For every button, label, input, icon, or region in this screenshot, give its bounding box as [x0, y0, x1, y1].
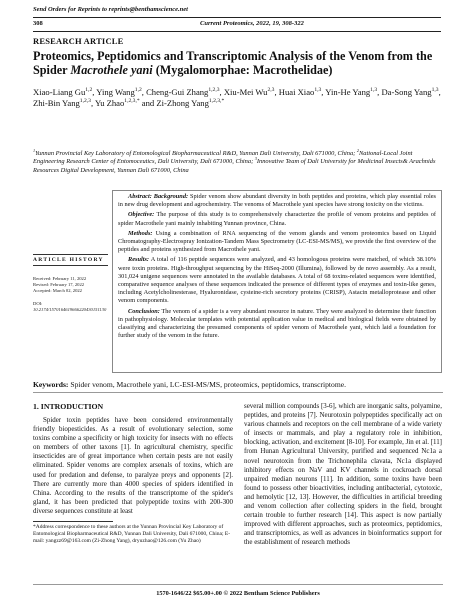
author: Ying Wang$^{1,2}$ [96, 87, 142, 97]
author-list: Xiao-Liang Gu$^{1,2}$, Ying Wang$^{1,2}$, Cheng-Gui Zhang$^{1,2,3}$, Xiu-Mei Wu$^{2,3}$, Huai Xiao$^{1,3}$, Yin-He Yang$^{1,3}$, Da-Song Yang$^{1,3}$, Zhi-Bin Yang$^{1,2,3}$, Yu Zhao$^{1,2,3,*}$ and Zi-Zhong Yang$^{1,2,3,*}$ [33, 87, 441, 108]
keywords [33, 380, 443, 389]
title-part-1: Proteomics, Peptidomics and Transcriptomic Analysis of the Venom from the Spider [33, 49, 433, 77]
abstract-methods: Methods: Using a combination of RNA sequencing of the venom glands and venom proteomics based on Liquid Chromatography-Electrospray Ionization-Tandem Mass Spectrometry (LC-ESI-MS/MS), we provide the first overview of the peptides and proteins synthesized from Macrothele yani. [118, 229, 436, 254]
title-part-2: (Mygalomorphae: Macrothelidae) [152, 63, 333, 77]
section-heading: 1. INTRODUCTION [33, 402, 104, 411]
abstract-conclusion: Conclusion: The venom of a spider is a very abundant resource in nature. They were analyzed to determine their function in pathophysiology. Molecular templates with potential application value in medical and biological fields were obtained by classifying and characterizing the presumed components of spider venom of Macrothele yani, which laid a foundation for further study of the venom in the future. [118, 307, 436, 340]
article-type: RESEARCH ARTICLE [33, 36, 124, 46]
keywords-text: Spider venom, Macrothele yani, LC-ESI-MS/MS, proteomics, peptidomics, transcriptome. [70, 380, 346, 389]
accepted-date: Accepted: March 02, 2022 [33, 288, 82, 294]
doi-link[interactable]: 10.2174/1570164619666220430151130 [33, 306, 107, 312]
affiliations: $^1$Yunnan Provincial Key Laboratory of Entomological Biopharmaceutical R&D, Yunnan Dali University, Dali 671000, China; $^2$National-Local Joint Engineering Research Center of Entomoceutics, Dali University, Dali 671000, China; $^3$Innovative Team of Dali University for Medicinal Insects& Arachnids Resources Digital Development, Yunnan Dali 671000, China [33, 147, 436, 174]
author: Yu Zhao$^{1,2,3,*}$ [94, 98, 140, 108]
doi-label: DOI: [33, 300, 43, 306]
title-species: Macrothele yani [70, 63, 153, 77]
intro-paragraph-left: Spider toxin peptides have been considered environmentally friendly biopesticides. As a result of evolutionary selection, some toxins combine a specificity or high toxicity for insects with no effects on members of other taxons [1]. In agricultural chemistry, specific insecticides are of great importance when certain pests are not easily eliminated. Spider venoms are complex arsenals of toxins, which are used for predation and defense, to paralyze preys and opponents [2]. There are currently more than 4000 species of spiders identified in China. According to the results of the transcriptome of the spider's gland, it has been predicted that polypeptide toxins with 200-300 diverse sequences constitute at least [33, 416, 233, 515]
header-rule-bottom [33, 31, 441, 32]
received-date: Received: February 11, 2022 [33, 276, 87, 281]
header-rule [33, 17, 441, 18]
left-column [33, 402, 233, 545]
author: Huai Xiao$^{1,3}$ [278, 87, 322, 97]
author: Zhi-Bin Yang$^{1,2,3}$ [33, 98, 91, 108]
author: Yin-He Yang$^{1,3}$ [325, 87, 378, 97]
intro-paragraph-right: several million compounds [3-6], which are inorganic salts, polyamine, peptides, and proteins [7]. Neurotoxin polypeptides specifically act on various channels and receptors on the cell membrane of a wide variety of insects or mammals, and play a regulatory role in inhibition, blocking, activation, and excitement [8-10]. For example, Jin et al. [11] from Hunan Agricultural University, purified and sequenced Nc1a a novel neurotoxin from the Trichonephila clavata, Nc1a displayed inhibitory effects on NaV and KV channels in cockroach dorsal unpaired median neurons [11]. In addition, some toxins have been found to possess other bioactivities, including antibacterial, cytotoxic, and hemolytic [12, 13]. However, the difficulties in artificial breeding and venom collection after collecting spiders in the field, brought certain trouble to further research [14]. This aspect is now partially improved with different approaches, such as proteomics, peptidomics, and transcriptomics, as well as advances in bioinformatics support for the establishment of research methods [244, 402, 442, 547]
author: Xiao-Liang Gu$^{1,2}$ [33, 87, 93, 97]
footer-rule [33, 584, 443, 585]
issn-copyright: 1570-1646/22 $65.00+.00 © 2022 Bentham Science Publishers [156, 590, 320, 597]
history-title: ARTICLE HISTORY [33, 254, 108, 266]
abstract-results: Results: A total of 116 peptide sequences were analyzed, and 43 homologous proteins were matched, of which 38.10% were toxin proteins. High-throughput sequencing by the HiSeq-2000 (Illumina), followed by de novo assembly. As a result, 301,024 unigene sequences were annotated in the available databases. A total of 68 toxins-related sequences were identified, comparative sequence analyses of these sequences indicated the presence of different types of enzymes and toxin-like genes, including Acetylcholinesterase, Hyaluronidase, cysteine-rich secretory proteins (CRISP), Astacin metalloprotease and other venom components. [118, 256, 436, 305]
author: Zi-Zhong Yang$^{1,2,3,*}$ [156, 98, 225, 108]
abstract-objective: Objective: The purpose of this study is to comprehensively characterize the profile of venom proteins and peptides of spider Macrothele yani mainly inhabiting Yunnan province, China. [118, 211, 437, 227]
author: Cheng-Gui Zhang$^{1,2,3}$ [146, 87, 220, 97]
correspondence-footnote: *Address correspondence to these authors at the Yunnan Provincial Key Laboratory of Entomological Biopharmaceutical R&D, Yunnan Dali University, Dali 671000, China; E-mail: yangzz69@163.com (Zi-Zhong Yang), dryuzhao@126.com (Yu Zhao) [33, 524, 231, 545]
keywords-rule [33, 392, 443, 393]
author: Da-Song Yang$^{1,3}$ [381, 87, 439, 97]
page-number: 308 [33, 20, 43, 27]
article-title [33, 49, 443, 77]
abstract-box [112, 190, 442, 373]
revised-date: Revised: February 17, 2022 [33, 282, 85, 288]
author: Xiu-Mei Wu$^{2,3}$ [223, 87, 275, 97]
abstract-background: Abstract: Background: Spider venom show abundant diversity in both peptides and proteins, which play essential roles in new drug development and agrochemistry. The venoms of Macrothele yani species have strong toxicity on the victims. [118, 193, 436, 209]
footnote-rule [33, 521, 113, 522]
right-column [244, 402, 442, 548]
reprint-notice: Send Orders for Reprints to reprints@benthamscience.net [33, 6, 188, 13]
article-history [33, 254, 108, 313]
journal-citation: Current Proteomics, 2022, 19, 308-322 [200, 20, 304, 27]
keywords-label: Keywords: [33, 380, 69, 389]
